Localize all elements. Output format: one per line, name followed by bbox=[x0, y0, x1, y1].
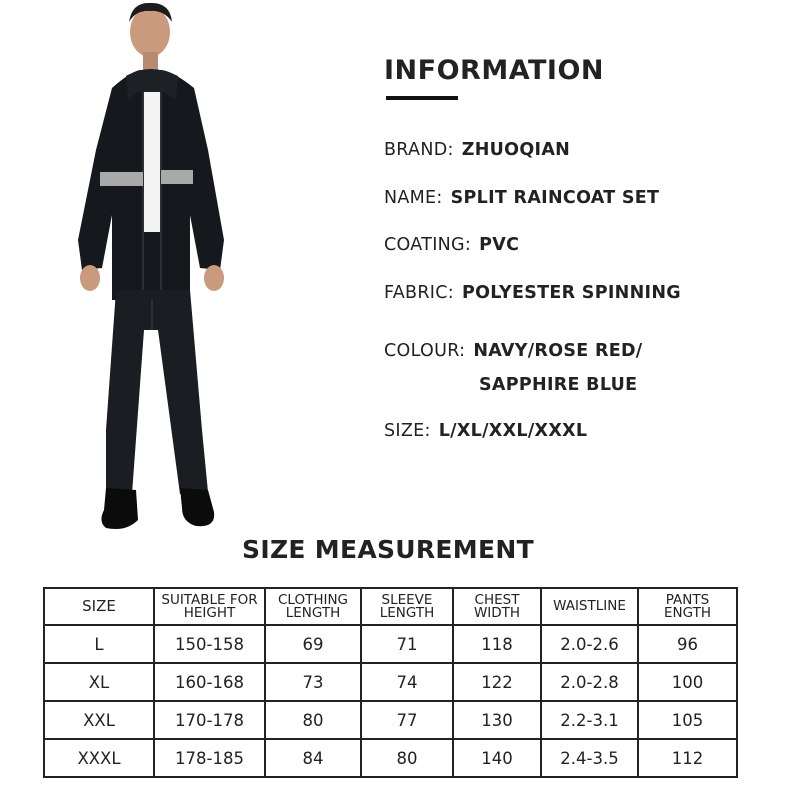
info-row-size bbox=[384, 421, 587, 441]
model-head bbox=[129, 3, 172, 70]
info-row-coating bbox=[384, 235, 519, 255]
info-value: POLYESTER SPINNING bbox=[461, 283, 681, 303]
model-photo bbox=[40, 0, 280, 540]
info-label: COLOUR: bbox=[384, 341, 466, 361]
size-table-body bbox=[44, 588, 737, 777]
table-header-cell: SLEEVE LENGTH bbox=[361, 588, 453, 625]
info-value: SPLIT RAINCOAT SET bbox=[450, 188, 660, 208]
info-value: PVC bbox=[479, 235, 520, 255]
info-row-brand bbox=[384, 140, 570, 160]
table-header-row bbox=[44, 588, 737, 625]
size-measurement-title: SIZE MEASUREMENT bbox=[242, 535, 534, 564]
table-cell: 69 bbox=[265, 625, 361, 663]
table-header-cell: WAISTLINE bbox=[541, 588, 638, 625]
table-header-cell: SUITABLE FOR HEIGHT bbox=[154, 588, 265, 625]
table-cell: 122 bbox=[453, 663, 541, 701]
table-cell: 150-158 bbox=[154, 625, 265, 663]
table-cell: XXXL bbox=[44, 739, 154, 777]
info-value: ZHUOQIAN bbox=[461, 140, 571, 160]
table-row bbox=[44, 701, 737, 739]
info-label: SIZE: bbox=[384, 421, 431, 441]
table-cell: 84 bbox=[265, 739, 361, 777]
table-cell: XL bbox=[44, 663, 154, 701]
table-cell: 130 bbox=[453, 701, 541, 739]
info-row-colour bbox=[384, 341, 643, 361]
table-cell: 105 bbox=[638, 701, 737, 739]
table-cell: 112 bbox=[638, 739, 737, 777]
information-title: INFORMATION bbox=[384, 55, 605, 86]
model-shoes bbox=[101, 488, 214, 529]
raincoat-jacket bbox=[78, 69, 224, 300]
info-value-colour-continued: SAPPHIRE BLUE bbox=[479, 375, 638, 395]
table-header-cell: PANTS ENGTH bbox=[638, 588, 737, 625]
table-row bbox=[44, 739, 737, 777]
table-cell: 73 bbox=[265, 663, 361, 701]
table-cell: 178-185 bbox=[154, 739, 265, 777]
table-cell: 77 bbox=[361, 701, 453, 739]
raincoat-pants bbox=[106, 290, 208, 494]
reflective-strip-right bbox=[161, 170, 193, 184]
table-cell: XXL bbox=[44, 701, 154, 739]
info-label: NAME: bbox=[384, 188, 443, 208]
table-cell: 170-178 bbox=[154, 701, 265, 739]
info-row-fabric bbox=[384, 283, 681, 303]
table-header-cell: CHEST WIDTH bbox=[453, 588, 541, 625]
info-label: FABRIC: bbox=[384, 283, 454, 303]
table-header-cell: SIZE bbox=[44, 588, 154, 625]
table-cell: 100 bbox=[638, 663, 737, 701]
table-cell: 71 bbox=[361, 625, 453, 663]
table-cell: 74 bbox=[361, 663, 453, 701]
table-row bbox=[44, 625, 737, 663]
table-cell: 96 bbox=[638, 625, 737, 663]
table-cell: 2.0-2.6 bbox=[541, 625, 638, 663]
info-label: COATING: bbox=[384, 235, 472, 255]
title-underline bbox=[386, 96, 458, 100]
table-cell: 80 bbox=[361, 739, 453, 777]
table-header-cell: CLOTHING LENGTH bbox=[265, 588, 361, 625]
table-cell: 2.0-2.8 bbox=[541, 663, 638, 701]
table-cell: 2.4-3.5 bbox=[541, 739, 638, 777]
info-row-name bbox=[384, 188, 659, 208]
table-cell: 140 bbox=[453, 739, 541, 777]
info-value: L/XL/XXL/XXXL bbox=[438, 421, 588, 441]
size-table bbox=[43, 587, 738, 778]
table-cell: L bbox=[44, 625, 154, 663]
table-cell: 2.2-3.1 bbox=[541, 701, 638, 739]
info-label: BRAND: bbox=[384, 140, 454, 160]
table-cell: 80 bbox=[265, 701, 361, 739]
table-row bbox=[44, 663, 737, 701]
info-value: NAVY/ROSE RED/ bbox=[473, 341, 643, 361]
table-cell: 160-168 bbox=[154, 663, 265, 701]
reflective-strip-left bbox=[100, 172, 143, 186]
table-cell: 118 bbox=[453, 625, 541, 663]
